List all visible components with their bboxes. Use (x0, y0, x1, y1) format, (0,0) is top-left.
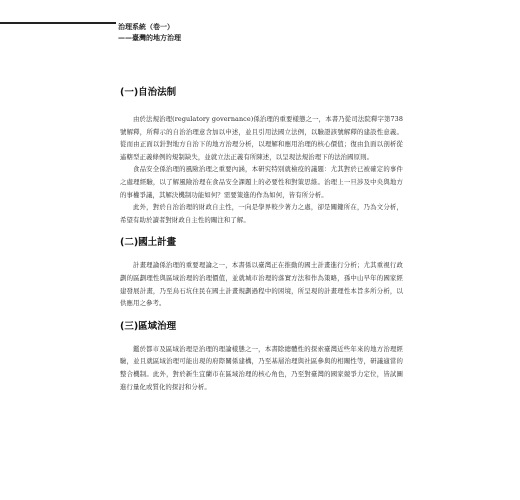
section-title: (一)自治法制 (120, 87, 177, 98)
header-book-title: 治理系統（卷一） (118, 23, 174, 31)
page-content (120, 86, 403, 403)
paragraph: 由於法規治理(regulatory governance)係治理的重要樣態之一，本書乃從司法院釋字第738號解釋，所釋示的自治治理意含加以申述，並且引用法國立法例，以驗證該號解釋的建設性意義。從而由正面以針對地方自治下的地方治理分析，以理解和應用治理的核心價值；復由負面以剖析從遙轄型正義條例的規制缺失，並就立法正義有所陳述，以呈現法規治理下的法治國原則。 (120, 115, 403, 161)
section-regional-governance (120, 320, 403, 393)
paragraph: 計畫理論係治理的重要理論之一，本書係以臺灣正在推動的國土計畫進行分析；尤其重視行政劃的區劃理性與區域治理的治理價值，並就城市治理的落實方法和作為策略，孫中山早年的國家經建發展計畫，乃至烏石坑住民在國土計畫規劃過程中的困境，所呈現的計畫理性本旨多所分析，以供應用之參考。 (120, 261, 403, 308)
section-autonomy-law (120, 86, 403, 226)
section-land-planning (120, 236, 403, 309)
paragraph: 食品安全係治理的風險治理之重要內涵，本研究特別就檢疫的議題：尤其對於已被確定的事件之處理經驗，以了解風險治理在食品安全課題上的必要性和對策思維。治理上一旦涉及中央與地方的事權爭議，其解決機制功能如何？需要策進的作為如何，皆有所分析。 (120, 165, 403, 199)
header-rule (0, 22, 118, 46)
paragraph: 鑑於都市及區域治理是治理的理論樣態之一，本書除總體性的探索臺灣近些年來的地方治理經驗，並且就區域治理可能出現的府際關係建構，乃至基層治理與社區參與的相關性等，研議適當的整合機制。此外，對於新生宜蘭市在區域治理的核心角色，乃至對臺灣的國家競爭力定位，皆試圖進行量化或質化的探討和分析。 (120, 344, 403, 391)
section-title: (三)區域治理 (120, 320, 177, 332)
running-header (118, 22, 181, 44)
header-subtitle: ——臺灣的地方治理 (118, 34, 181, 42)
section-title: (二)國土計畫 (120, 237, 177, 249)
paragraph: 此外，對於自治治理的財政自主性，一向是學界較少著力之處，卻是關鍵所在，乃為文分析，希望有助於讀者對財政自主性的關注和了解。 (120, 203, 403, 224)
header-top-rule (0, 22, 116, 24)
